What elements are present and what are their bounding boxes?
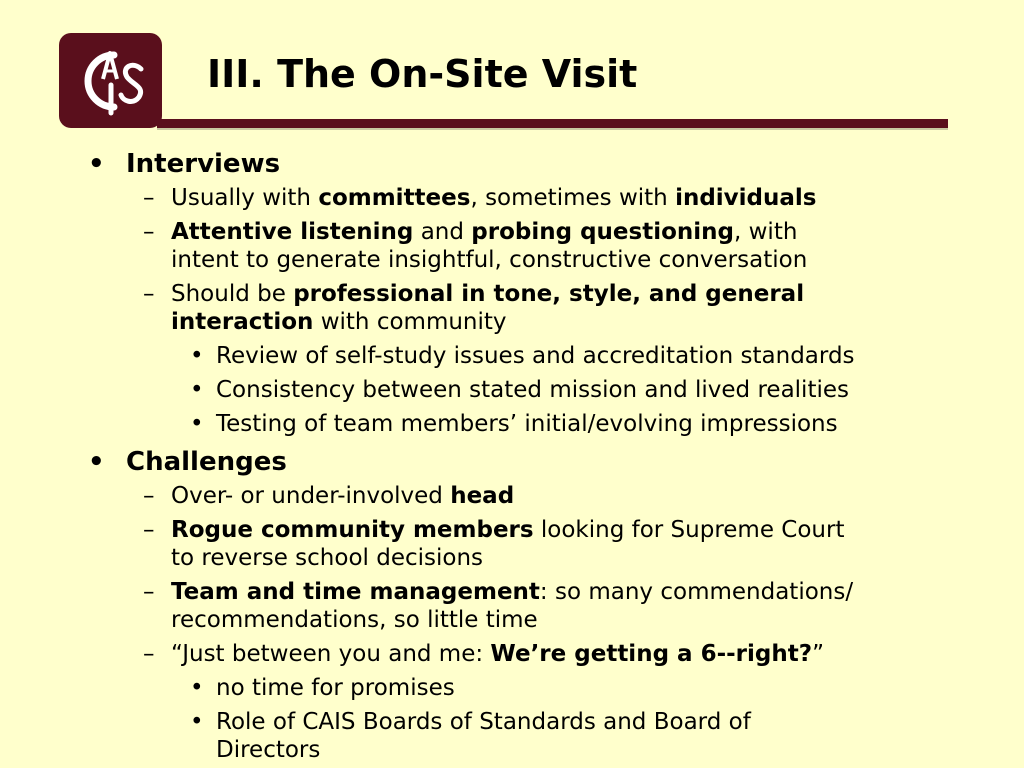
outline-subitem: Role of CAIS Boards of Standards and Board of Directors <box>216 709 751 763</box>
body-text: and <box>413 219 472 245</box>
outline-item-line <box>171 308 507 336</box>
emphasis-text: Rogue community members <box>171 517 534 543</box>
outline-subitem: Review of self-study issues and accreditation standards <box>216 343 855 369</box>
slide-title: III. The On-Site Visit <box>207 52 638 96</box>
bullet-level1-marker: • <box>88 149 105 179</box>
body-text: with community <box>313 309 507 335</box>
outline-item-line <box>171 640 824 668</box>
bullet-level2-marker: – <box>143 517 155 543</box>
emphasis-text: committees <box>318 185 471 211</box>
body-text: looking for Supreme Court <box>533 517 845 543</box>
bullet-level3-marker: • <box>190 343 204 369</box>
bullet-level2-marker: – <box>143 579 155 605</box>
section-heading: Challenges <box>126 447 287 477</box>
bullet-level2-marker: – <box>143 483 155 509</box>
outline-subitem: Consistency between stated mission and lived realities <box>216 377 849 403</box>
body-text: ” <box>812 641 824 667</box>
body-text: : so many commendations/ <box>539 579 854 605</box>
body-text: to reverse school decisions <box>171 545 484 571</box>
bullet-level2-marker: – <box>143 641 155 667</box>
outline-item-line <box>171 280 804 308</box>
body-text: Should be <box>171 281 294 307</box>
outline-item-line <box>171 246 807 274</box>
outline-item-line <box>171 482 514 510</box>
body-text: recommendations, so little time <box>171 607 538 633</box>
bullet-level3-marker: • <box>190 411 204 437</box>
bullet-level3-marker: • <box>190 377 204 403</box>
emphasis-text: individuals <box>675 185 817 211</box>
emphasis-text: head <box>450 483 515 509</box>
outline-item-line <box>171 578 853 606</box>
body-text: , sometimes with <box>470 185 676 211</box>
outline-item-line <box>171 218 797 246</box>
emphasis-text: Team and time management <box>171 579 540 605</box>
bullet-level2-marker: – <box>143 185 155 211</box>
outline-item-line <box>171 516 844 544</box>
outline-item-line <box>171 544 483 572</box>
body-text: Over- or under-involved <box>171 483 451 509</box>
body-text: intent to generate insightful, constructive conversation <box>171 247 808 273</box>
emphasis-text: We’re getting a 6--right? <box>490 641 813 667</box>
bullet-level2-marker: – <box>143 281 155 307</box>
emphasis-text: interaction <box>171 309 314 335</box>
emphasis-text: probing questioning <box>471 219 734 245</box>
bullet-level1-marker: • <box>88 447 105 477</box>
body-text: , with <box>734 219 798 245</box>
body-text: Usually with <box>171 185 319 211</box>
bullet-level3-marker: • <box>190 709 204 735</box>
emphasis-text: professional in tone, style, and general <box>293 281 805 307</box>
body-text: “Just between you and me: <box>171 641 491 667</box>
outline-item-line <box>171 184 816 212</box>
bullet-level2-marker: – <box>143 219 155 245</box>
section-heading: Interviews <box>126 149 281 179</box>
outline-item-line <box>171 606 538 634</box>
emphasis-text: Attentive listening <box>171 219 414 245</box>
outline-subitem: Testing of team members’ initial/evolving impressions <box>216 411 838 437</box>
outline-subitem: no time for promises <box>216 675 455 701</box>
bullet-level3-marker: • <box>190 675 204 701</box>
